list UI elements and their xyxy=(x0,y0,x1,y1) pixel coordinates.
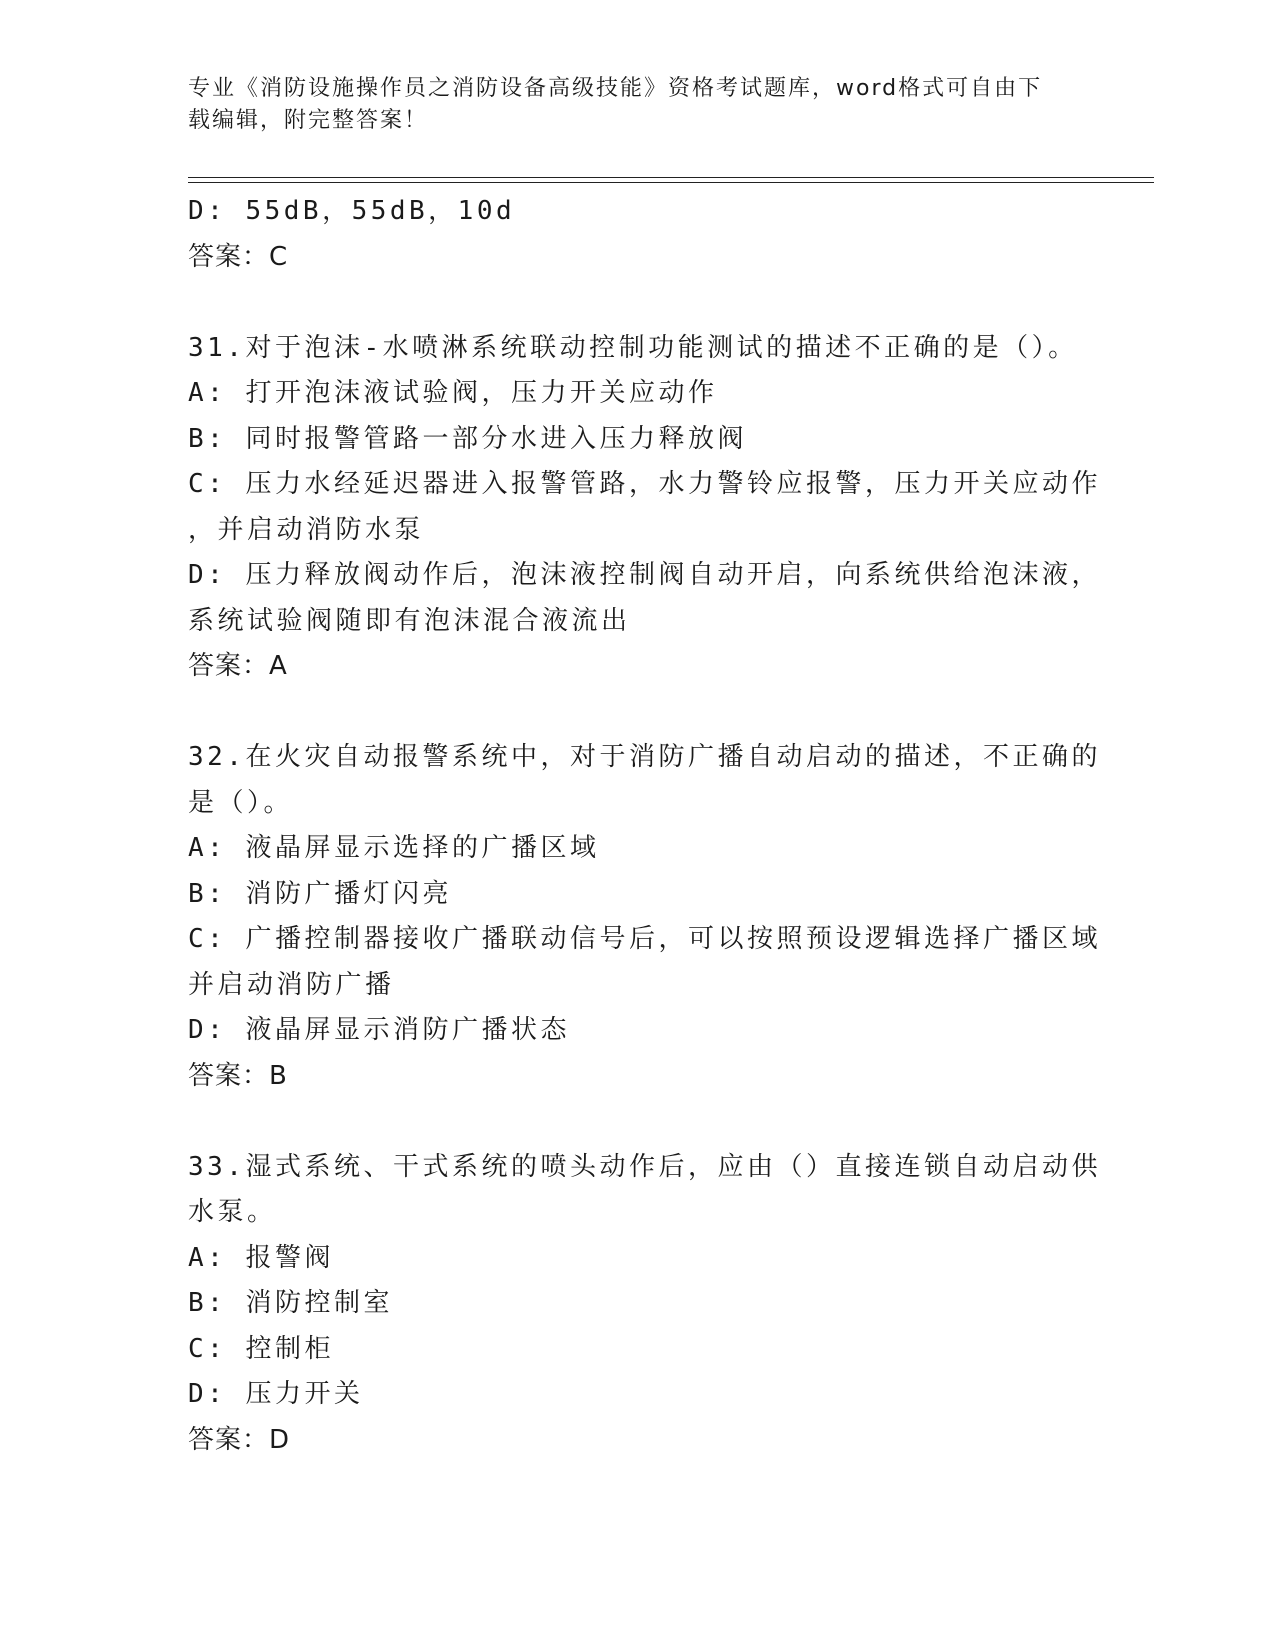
question-33-option-d: D: 压力开关 xyxy=(188,1379,364,1409)
question-31-option-a: A: 打开泡沫液试验阀，压力开关应动作 xyxy=(188,378,718,408)
header-line-1: 专业《消防设施操作员之消防设备高级技能》资格考试题库，word格式可自由下 xyxy=(188,76,1043,101)
question-33-answer: 答案：D xyxy=(188,1424,291,1455)
question-31-option-d-cont: 系统试验阀随即有泡沫混合液流出 xyxy=(188,605,631,636)
question-33-option-c: C: 控制柜 xyxy=(188,1333,334,1364)
document-header xyxy=(188,73,1068,137)
question-31-answer: 答案：A xyxy=(188,651,288,681)
header-line-2: 载编辑，附完整答案！ xyxy=(188,108,429,133)
question-31 xyxy=(188,326,1101,690)
question-31-option-c: C: 压力水经延迟器进入报警管路，水力警铃应报警，压力开关应动作 xyxy=(188,469,1101,499)
question-31-option-c-cont: ，并启动消防水泵 xyxy=(188,514,425,545)
question-32-option-b: B: 消防广播灯闪亮 xyxy=(188,878,452,909)
question-31-option-b: B: 同时报警管路一部分水进入压力释放阀 xyxy=(188,423,747,454)
question-31-option-d: D: 压力释放阀动作后，泡沫液控制阀自动开启，向系统供给泡沫液， xyxy=(188,560,1101,590)
carryover-option-d: D: 55dB，55dB，10d xyxy=(188,196,516,226)
header-rule-top xyxy=(188,177,1154,178)
question-32-stem: 32.在火灾自动报警系统中，对于消防广播自动启动的描述，不正确的 xyxy=(188,742,1101,772)
question-33-option-b: B: 消防控制室 xyxy=(188,1288,393,1318)
question-31-stem: 31.对于泡沫-水喷淋系统联动控制功能测试的描述不正确的是（）。 xyxy=(188,332,1078,363)
question-32-option-d: D: 液晶屏显示消防广播状态 xyxy=(188,1015,570,1045)
question-32-stem-cont: 是（）。 xyxy=(188,787,294,818)
question-32 xyxy=(188,735,1101,1099)
question-list xyxy=(188,189,1101,1463)
question-32-option-c-cont: 并启动消防广播 xyxy=(188,969,395,1000)
spacer xyxy=(188,690,1088,736)
question-32-option-a: A: 液晶屏显示选择的广播区域 xyxy=(188,833,600,863)
header-rule-bottom xyxy=(188,182,1154,183)
question-33-stem-cont: 水泵。 xyxy=(188,1197,277,1227)
spacer xyxy=(188,280,1088,326)
question-33 xyxy=(188,1145,1101,1464)
carryover-answer: 答案：C xyxy=(188,241,289,272)
question-33-option-a: A: 报警阀 xyxy=(188,1242,334,1273)
spacer xyxy=(188,1099,1088,1145)
question-33-stem: 33.湿式系统、干式系统的喷头动作后，应由（）直接连锁自动启动供 xyxy=(188,1151,1101,1182)
question-32-option-c: C: 广播控制器接收广播联动信号后，可以按照预设逻辑选择广播区域 xyxy=(188,924,1101,954)
question-32-answer: 答案：B xyxy=(188,1060,288,1091)
